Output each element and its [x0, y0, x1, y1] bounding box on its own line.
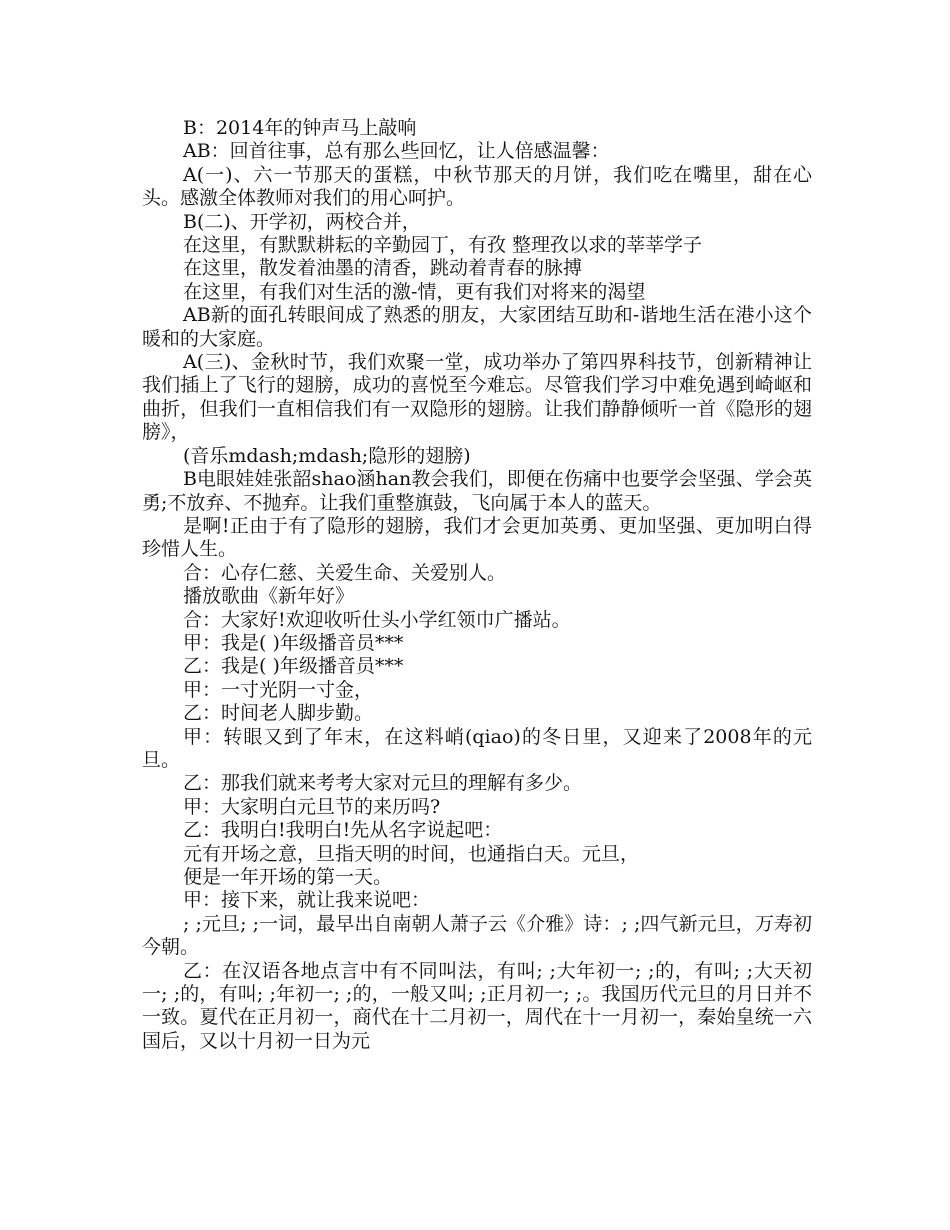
paragraph: 甲：我是( )年级播音员*** — [183, 631, 404, 654]
paragraph: 在这里，有默默耕耘的辛勤园丁，有孜 整理孜以求的莘莘学子 — [183, 234, 703, 257]
paragraph: B：2014年的钟声马上敲响 — [183, 117, 417, 139]
paragraph: 乙：时间老人脚步勤。 — [183, 702, 374, 725]
paragraph: 合：大家好!欢迎收听仕头小学红领巾广播站。 — [183, 608, 571, 631]
paragraph: 乙：我是( )年级播音员*** — [183, 655, 404, 678]
paragraph: 是啊!正由于有了隐形的翅膀，我们才会更加英勇、更加坚强、更加明白得珍惜人生。 — [142, 514, 812, 561]
paragraph: B(二)、开学初，两校合并， — [183, 210, 421, 233]
paragraph: 甲：大家明白元旦节的来历吗? — [183, 795, 441, 818]
paragraph: 乙：我明白!我明白!先从名字说起吧： — [183, 819, 503, 842]
paragraph: 甲：转眼又到了年末，在这料峭(qiao)的冬日里，又迎来了2008年的元旦。 — [142, 725, 812, 771]
paragraph: 在这里，散发着油墨的清香，跳动着青春的脉搏 — [183, 257, 583, 280]
paragraph: ; ;元旦; ;一词，最早出自南朝人萧子云《介雅》诗：; ;四气新元旦，万寿初今朝。 — [142, 912, 812, 959]
paragraph: 便是一年开场的第一天。 — [183, 866, 393, 888]
paragraph: 乙：在汉语各地点言中有不同叫法，有叫; ;大年初一; ;的，有叫; ;大天初一; ;的，有叫; ;年初一; ;的，一般又叫; ;正月初一; ;。我国历代元旦的月日并不一致。夏代在正月初一，商代在十二月初一，周代在十一月初一，秦始皇统一六国后，又以十月初一日为元 — [142, 959, 812, 1052]
paragraph: B电眼娃娃张韶shao涵han教会我们，即便在伤痛中也要学会坚强、学会英勇;不放弃、不抛弃。让我们重整旗鼓，飞向属于本人的蓝天。 — [142, 468, 812, 514]
paragraph: 播放歌曲《新年好》 — [183, 585, 355, 608]
paragraph: AB：回首往事，总有那么些回忆，让人倍感温馨： — [183, 140, 610, 163]
paragraph: A(一)、六一节那天的蛋糕，中秋节那天的月饼，我们吃在嘴里，甜在心头。感激全体教师对我们的用心呵护。 — [142, 163, 812, 210]
paragraph: A(三)、金秋时节，我们欢聚一堂，成功举办了第四界科技节，创新精神让我们插上了飞行的翅膀，成功的喜悦至今难忘。尽管我们学习中难免遇到崎岖和曲折，但我们一直相信我们有一双隐形的翅膀。让我们静静倾听一首《隐形的翅膀》， — [142, 351, 812, 444]
paragraph: AB新的面孔转眼间成了熟悉的朋友，大家团结互助和-谐地生活在港小这个暖和的大家庭。 — [142, 304, 812, 350]
document-body — [142, 117, 812, 1053]
paragraph: 乙：那我们就来考考大家对元旦的理解有多少。 — [183, 772, 583, 795]
paragraph: 合：心存仁慈、关爱生命、关爱别人。 — [183, 561, 507, 584]
paragraph: 在这里，有我们对生活的激-情，更有我们对将来的渴望 — [183, 280, 646, 303]
paragraph: 元有开场之意，旦指天明的时间，也通指白天。元旦， — [183, 842, 640, 865]
paragraph: 甲：接下来，就让我来说吧： — [183, 889, 431, 912]
paragraph: (音乐mdash;mdash;隐形的翅膀) — [183, 444, 471, 467]
paragraph: 甲：一寸光阴一寸金， — [183, 678, 374, 701]
